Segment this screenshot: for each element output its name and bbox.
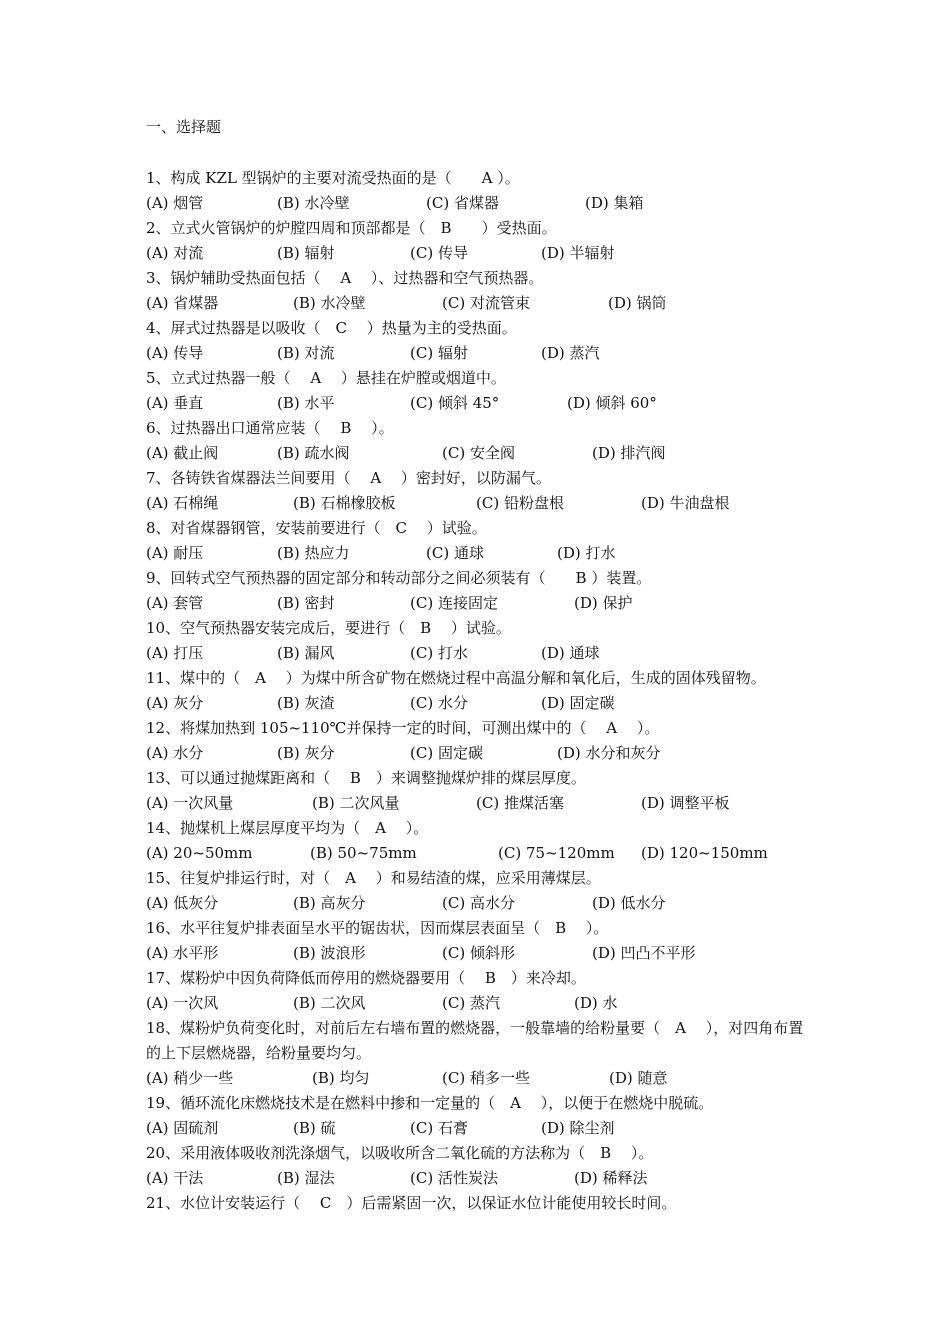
options-row (146, 891, 826, 916)
option-a: (A) 稍少一些 (146, 1069, 234, 1087)
question-item (146, 1016, 826, 1091)
option-a: (A) 套管 (146, 594, 204, 612)
options-row (146, 741, 826, 766)
question-text: 11、煤中的（ A ）为煤中所含矿物在燃烧过程中高温分解和氧化后，生成的固体残留物。 (146, 669, 766, 687)
option-c: (C) 活性炭法 (410, 1169, 498, 1187)
question-item (146, 566, 826, 616)
option-d: (D) 固定碳 (541, 694, 615, 712)
option-a: (A) 灰分 (146, 694, 204, 712)
option-a: (A) 垂直 (146, 394, 204, 412)
option-d: (D) 保护 (574, 594, 633, 612)
question-item (146, 316, 826, 366)
option-b: (B) 辐射 (277, 244, 335, 262)
option-a: (A) 低灰分 (146, 894, 219, 912)
option-b: (B) 均匀 (312, 1069, 370, 1087)
option-a: (A) 烟管 (146, 194, 204, 212)
option-d: (D) 随意 (609, 1069, 668, 1087)
option-b: (B) 高灰分 (293, 894, 366, 912)
question-item (146, 766, 826, 816)
option-a: (A) 水分 (146, 744, 204, 762)
question-item (146, 966, 826, 1016)
options-row (146, 441, 826, 466)
options-row (146, 691, 826, 716)
question-text: 21、水位计安装运行（ C ）后需紧固一次，以保证水位计能使用较长时间。 (146, 1194, 677, 1212)
question-text: 15、往复炉排运行时，对（ A ）和易结渣的煤，应采用薄煤层。 (146, 869, 601, 887)
section-title: 一、选择题 (146, 118, 222, 136)
option-a: (A) 传导 (146, 344, 204, 362)
option-b: (B) 对流 (277, 344, 335, 362)
option-c: (C) 连接固定 (410, 594, 498, 612)
question-list (146, 166, 826, 1216)
question-text: 10、空气预热器安装完成后，要进行（ B ）试验。 (146, 619, 511, 637)
question-item (146, 466, 826, 516)
option-c: (C) 高水分 (442, 894, 515, 912)
question-item (146, 366, 826, 416)
option-c: (C) 通球 (426, 544, 484, 562)
question-text: 2、立式火管锅炉的炉膛四周和顶部都是（ B ）受热面。 (146, 219, 557, 237)
options-row (146, 391, 826, 416)
option-c: (C) 辐射 (410, 344, 468, 362)
option-c: (C) 蒸汽 (442, 994, 500, 1012)
question-text: 4、屏式过热器是以吸收（ C ）热量为主的受热面。 (146, 319, 517, 337)
option-d: (D) 通球 (541, 644, 600, 662)
option-d: (D) 水 (574, 994, 618, 1012)
option-d: (D) 低水分 (592, 894, 666, 912)
option-c: (C) 对流管束 (442, 294, 530, 312)
option-b: (B) 水冷壁 (277, 194, 350, 212)
option-a: (A) 截止阀 (146, 444, 219, 462)
question-item (146, 1191, 826, 1216)
option-a: (A) 石棉绳 (146, 494, 219, 512)
options-row (146, 641, 826, 666)
option-d: (D) 排汽阀 (592, 444, 666, 462)
option-d: (D) 水分和灰分 (557, 744, 661, 762)
question-text: 12、将煤加热到 105~110℃并保持一定的时间，可测出煤中的（ A ）。 (146, 719, 660, 737)
option-b: (B) 灰分 (277, 744, 335, 762)
option-b: (B) 水冷壁 (293, 294, 366, 312)
option-b: (B) 热应力 (277, 544, 350, 562)
question-text: 8、对省煤器钢管，安装前要进行（ C ）试验。 (146, 519, 487, 537)
options-row (146, 941, 826, 966)
question-text: 9、回转式空气预热器的固定部分和转动部分之间必须装有（ B ）装置。 (146, 569, 652, 587)
question-item (146, 1091, 826, 1141)
option-a: (A) 一次风量 (146, 794, 234, 812)
question-text: 18、煤粉炉负荷变化时，对前后左右墙布置的燃烧器，一般靠墙的给粉量要（ A ），对四角布置的上下层燃烧器，给粉量要均匀。 (146, 1019, 804, 1062)
option-d: (D) 除尘剂 (541, 1119, 615, 1137)
question-text: 14、抛煤机上煤层厚度平均为（ A ）。 (146, 819, 429, 837)
option-b: (B) 灰渣 (277, 694, 335, 712)
question-item (146, 666, 826, 716)
option-b: (B) 水平 (277, 394, 335, 412)
option-d: (D) 凹凸不平形 (592, 944, 696, 962)
option-a: (A) 固硫剂 (146, 1119, 219, 1137)
question-item (146, 1141, 826, 1191)
option-b: (B) 波浪形 (293, 944, 366, 962)
option-d: (D) 打水 (557, 544, 616, 562)
question-item (146, 616, 826, 666)
question-item (146, 266, 826, 316)
option-b: (B) 二次风 (293, 994, 366, 1012)
question-item (146, 516, 826, 566)
option-b: (B) 密封 (277, 594, 335, 612)
option-a: (A) 20~50mm (146, 844, 253, 862)
options-row (146, 241, 826, 266)
question-item (146, 816, 826, 866)
options-row (146, 1066, 826, 1091)
option-c: (C) 省煤器 (426, 194, 499, 212)
question-item (146, 866, 826, 916)
question-item (146, 916, 826, 966)
option-c: (C) 固定碳 (410, 744, 483, 762)
option-b: (B) 疏水阀 (277, 444, 350, 462)
option-d: (D) 锅筒 (608, 294, 667, 312)
question-item (146, 716, 826, 766)
option-c: (C) 石膏 (410, 1119, 468, 1137)
option-b: (B) 石棉橡胶板 (293, 494, 396, 512)
option-d: (D) 倾斜 60° (567, 394, 657, 412)
option-c: (C) 铅粉盘根 (476, 494, 564, 512)
question-text: 20、采用液体吸收剂洗涤烟气，以吸收所含二氧化硫的方法称为（ B ）。 (146, 1144, 654, 1162)
options-row (146, 991, 826, 1016)
option-b: (B) 50~75mm (310, 844, 417, 862)
question-text: 16、水平往复炉排表面呈水平的锯齿状，因而煤层表面呈（ B ）。 (146, 919, 609, 937)
option-a: (A) 对流 (146, 244, 204, 262)
option-a: (A) 水平形 (146, 944, 219, 962)
options-row (146, 591, 826, 616)
options-row (146, 291, 826, 316)
option-b: (B) 二次风量 (312, 794, 400, 812)
option-c: (C) 水分 (410, 694, 468, 712)
option-d: (D) 调整平板 (641, 794, 730, 812)
option-c: (C) 倾斜 45° (410, 394, 500, 412)
question-text: 6、过热器出口通常应装（ B ）。 (146, 419, 394, 437)
question-item (146, 216, 826, 266)
option-a: (A) 打压 (146, 644, 204, 662)
question-text: 17、煤粉炉中因负荷降低而停用的燃烧器要用（ B ）来冷却。 (146, 969, 586, 987)
option-c: (C) 推煤活塞 (476, 794, 564, 812)
option-b: (B) 湿法 (277, 1169, 335, 1187)
options-row (146, 841, 826, 866)
question-item (146, 166, 826, 216)
option-b: (B) 硫 (293, 1119, 336, 1137)
option-c: (C) 稍多一些 (442, 1069, 530, 1087)
question-text: 3、锅炉辅助受热面包括（ A ）、过热器和空气预热器。 (146, 269, 544, 287)
option-a: (A) 干法 (146, 1169, 204, 1187)
option-d: (D) 蒸汽 (541, 344, 600, 362)
options-row (146, 1166, 826, 1191)
option-d: (D) 集箱 (585, 194, 644, 212)
options-row (146, 791, 826, 816)
question-text: 7、各铸铁省煤器法兰间要用（ A ）密封好，以防漏气。 (146, 469, 551, 487)
option-d: (D) 半辐射 (541, 244, 615, 262)
option-c: (C) 传导 (410, 244, 468, 262)
options-row (146, 491, 826, 516)
options-row (146, 541, 826, 566)
option-a: (A) 耐压 (146, 544, 204, 562)
option-a: (A) 省煤器 (146, 294, 219, 312)
options-row (146, 341, 826, 366)
option-b: (B) 漏风 (277, 644, 335, 662)
option-d: (D) 120~150mm (641, 844, 768, 862)
option-c: (C) 75~120mm (498, 844, 615, 862)
option-c: (C) 安全阀 (442, 444, 515, 462)
question-text: 1、构成 KZL 型锅炉的主要对流受热面的是（ A ）。 (146, 169, 520, 187)
option-c: (C) 打水 (410, 644, 468, 662)
question-text: 5、立式过热器一般（ A ）悬挂在炉膛或烟道中。 (146, 369, 506, 387)
question-text: 13、可以通过抛煤距离和（ B ）来调整抛煤炉排的煤层厚度。 (146, 769, 586, 787)
option-d: (D) 牛油盘根 (641, 494, 730, 512)
options-row (146, 191, 826, 216)
option-d: (D) 稀释法 (574, 1169, 648, 1187)
option-c: (C) 倾斜形 (442, 944, 515, 962)
option-a: (A) 一次风 (146, 994, 219, 1012)
question-item (146, 416, 826, 466)
options-row (146, 1116, 826, 1141)
question-text: 19、循环流化床燃烧技术是在燃料中掺和一定量的（ A ），以便于在燃烧中脱硫。 (146, 1094, 714, 1112)
